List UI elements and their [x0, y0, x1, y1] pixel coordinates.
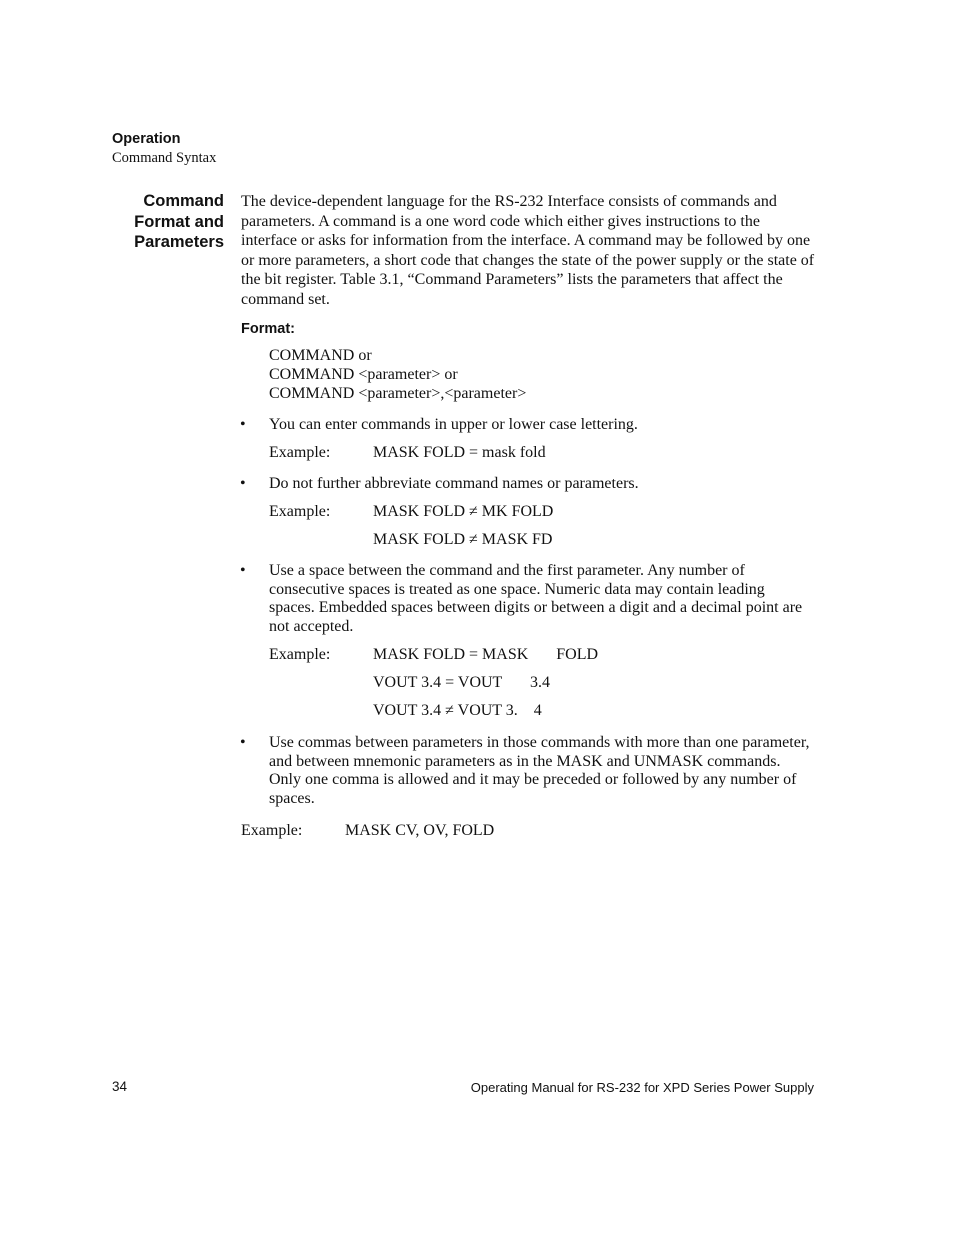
bullet-marker: •	[240, 734, 246, 751]
running-header-subsection: Command Syntax	[112, 150, 217, 166]
bullet-text: You can enter commands in upper or lower case lettering.	[269, 416, 638, 433]
bullet-marker: •	[240, 416, 246, 433]
example-value: MASK FOLD = MASK FOLD	[373, 646, 599, 663]
side-heading-line: Command	[143, 192, 224, 210]
side-heading-line: Parameters	[134, 233, 224, 251]
intro-paragraph: The device-dependent language for the RS-232 Interface consists of commands and parameters. A command is a one word code which either gives instructions to the interface or asks for information from the interface. A command may be followed by one or more parameters, a short code that changes the state of the power supply or the state of the bit register. Table 3.1, “Command Parameters” lists the parameters that affect the command set.	[241, 193, 815, 308]
example-value: MASK FOLD ≠ MASK FD	[373, 531, 553, 548]
bullet-text: Use a space between the command and the first parameter. Any number of consecutive spaces is treated as one space. Numeric data may contain leading spaces. Embedded spaces between digits or between a digit and a decimal point are not accepted.	[269, 562, 803, 636]
bullet-marker: •	[240, 562, 246, 579]
format-label: Format:	[241, 321, 295, 337]
example-label: Example:	[269, 646, 331, 663]
format-syntax-block	[269, 347, 526, 403]
side-heading	[100, 191, 224, 253]
format-syntax-line: COMMAND or	[269, 347, 372, 364]
example-value: VOUT 3.4 = VOUT 3.4	[373, 674, 551, 691]
format-syntax-line: COMMAND <parameter>,<parameter>	[269, 384, 527, 402]
example-value: MASK FOLD = mask fold	[373, 444, 546, 461]
example-value: MASK CV, OV, FOLD	[345, 822, 495, 839]
bullet-text: Do not further abbreviate command names or parameters.	[269, 475, 639, 492]
running-header-section: Operation	[112, 131, 181, 147]
example-value: MASK FOLD ≠ MK FOLD	[373, 503, 554, 520]
example-value: VOUT 3.4 ≠ VOUT 3. 4	[373, 702, 542, 719]
side-heading-line: Format and	[134, 212, 224, 231]
page-number: 34	[112, 1079, 128, 1094]
footer-title: Operating Manual for RS-232 for XPD Series Power Supply	[470, 1080, 814, 1095]
example-label: Example:	[269, 503, 331, 520]
example-label: Example:	[241, 822, 303, 839]
bullet-text: Use commas between parameters in those commands with more than one parameter, and between mnemonic parameters as in the MASK and UNMASK commands. Only one comma is allowed and it may be preceded or followed by any number of spaces.	[269, 734, 810, 808]
bullet-marker: •	[240, 475, 246, 492]
example-label: Example:	[269, 444, 331, 461]
format-syntax-line: COMMAND <parameter> or	[269, 365, 458, 383]
